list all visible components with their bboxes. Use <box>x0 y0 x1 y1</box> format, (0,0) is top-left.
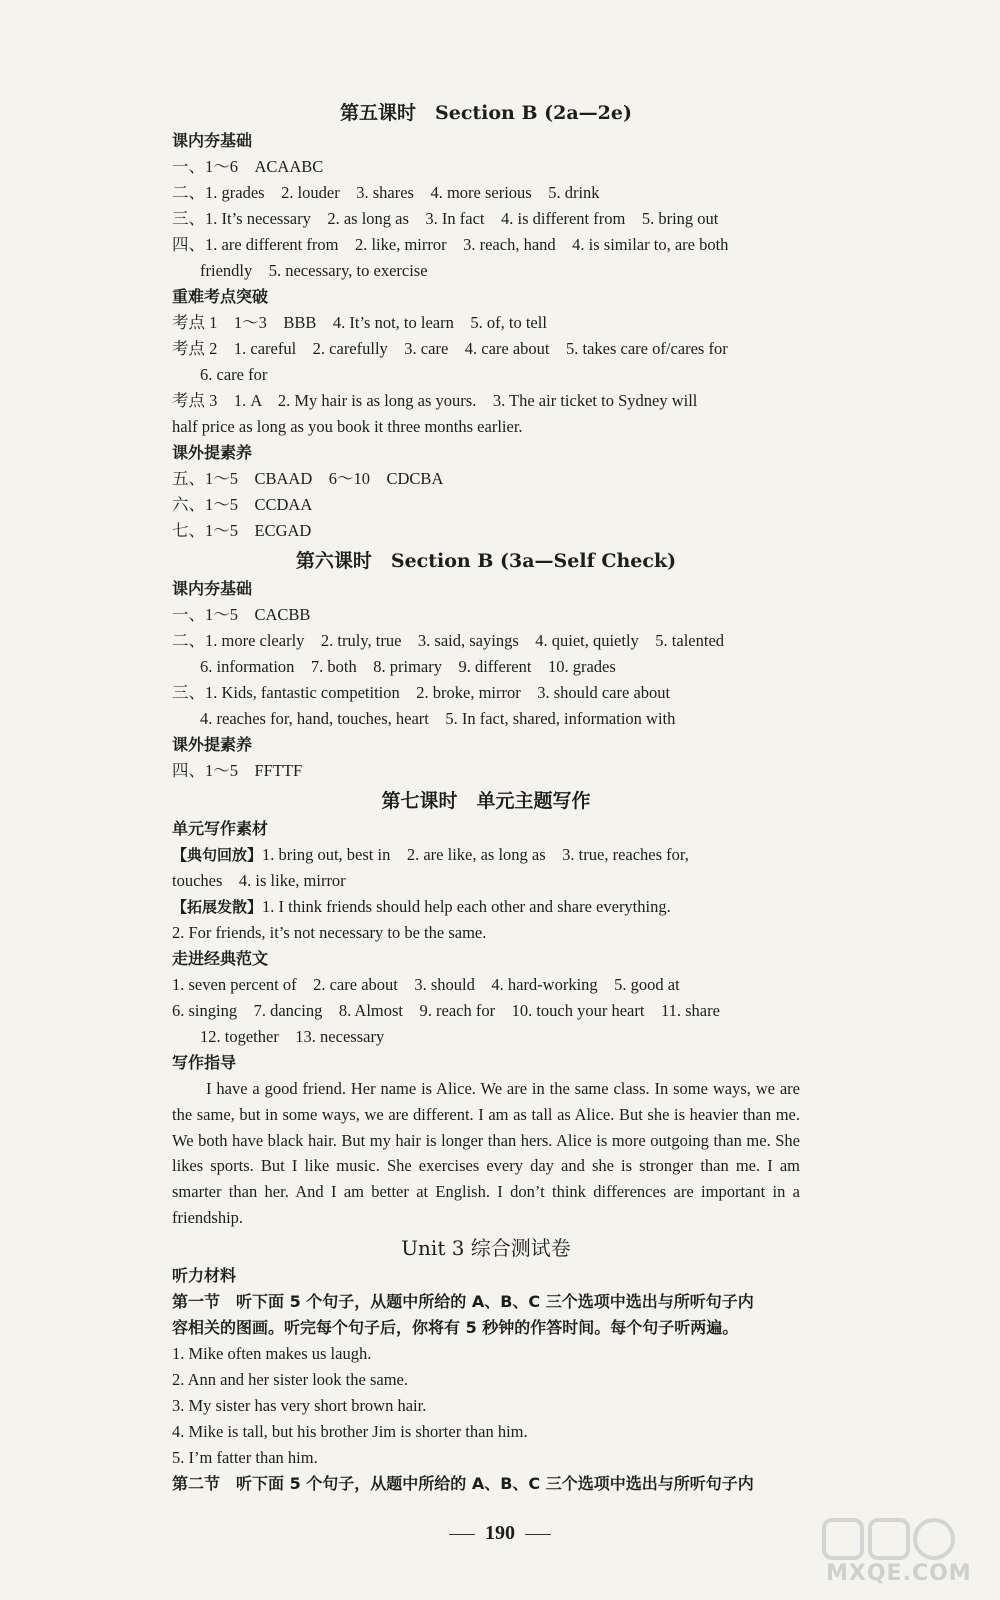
answer-line: 6. care for <box>200 365 268 384</box>
subheading: 听力材料 <box>172 1265 237 1285</box>
tag-label: 【典句回放】 <box>172 846 263 864</box>
answer-text: 1. I think friends should help each other and share everything. <box>262 897 671 916</box>
watermark-text: MXQE.COM <box>826 1561 972 1586</box>
section-title-lesson6: 第六课时 Section B (3a—Self Check) <box>295 550 677 572</box>
subheading: 重难考点突破 <box>172 287 269 306</box>
answer-line: 12. together 13. necessary <box>200 1027 385 1046</box>
answer-line: 二、1. more clearly 2. truly, true 3. said, sayings 4. quiet, quietly 5. talented <box>172 631 725 650</box>
answer-line: 七、1～5 ECGAD <box>172 521 312 540</box>
answer-line: 4. reaches for, hand, touches, heart 5. In fact, shared, information with <box>200 709 676 728</box>
answer-line: 一、1～6 ACAABC <box>172 157 324 176</box>
answer-line: 2. For friends, it’s not necessary to be the same. <box>172 923 487 942</box>
answer-line: 六、1～5 CCDAA <box>172 495 313 514</box>
divider <box>449 1534 475 1535</box>
model-essay: I have a good friend. Her name is Alice. We are in the same class. In some ways, we are the same, but in some ways, we are different. I am as tall as Alice. But she is heavier than me. We both have black hair. But my hair is longer than hers. Alice is more outgoing than me. She likes sports. But I like music. She exercises every day and she is stronger than me. I am smarter than her. And I am better at English. I don’t think differences are important in a friendship. <box>172 1079 800 1227</box>
subheading: 课外提素养 <box>172 735 253 754</box>
listening-sentence: 2. Ann and her sister look the same. <box>172 1369 408 1389</box>
answer-line: 一、1～5 CACBB <box>172 605 311 624</box>
answer-line: 三、1. It’s necessary 2. as long as 3. In fact 4. is different from 5. bring out <box>172 209 719 228</box>
answer-line: 6. information 7. both 8. primary 9. different 10. grades <box>200 657 616 676</box>
section-title-lesson7: 第七课时 单元主题写作 <box>381 790 591 812</box>
answer-line: 考点 3 1. A 2. My hair is as long as yours. 3. The air ticket to Sydney will <box>172 391 698 410</box>
listening-sentence: 5. I’m fatter than him. <box>172 1447 318 1467</box>
test-title: Unit 3 综合测试卷 <box>401 1235 571 1260</box>
instruction-line: 第二节 听下面 5 个句子，从题中所给的 A、B、C 三个选项中选出与所听句子内 <box>172 1473 754 1493</box>
answer-line: 三、1. Kids, fantastic competition 2. broke, mirror 3. should care about <box>172 683 671 702</box>
page-number-text: 190 <box>485 1522 515 1544</box>
watermark-logo <box>806 1516 976 1586</box>
tag-label: 【拓展发散】 <box>172 898 263 916</box>
subheading: 课内夯基础 <box>172 579 253 598</box>
answer-line: 1. seven percent of 2. care about 3. should 4. hard-working 5. good at <box>172 975 680 994</box>
answer-text: 1. bring out, best in 2. are like, as long as 3. true, reaches for, <box>262 845 689 864</box>
answer-line: 四、1～5 FFTTF <box>172 761 303 780</box>
answer-line: 五、1～5 CBAAD 6～10 CDCBA <box>172 469 444 488</box>
listening-sentence: 4. Mike is tall, but his brother Jim is shorter than him. <box>172 1421 528 1441</box>
answer-line: 考点 2 1. careful 2. carefully 3. care 4. care about 5. takes care of/cares for <box>172 339 728 358</box>
answer-page <box>172 96 800 1497</box>
watermark-glyph-icon <box>806 1516 976 1562</box>
subheading: 课内夯基础 <box>172 131 253 150</box>
answer-line: 四、1. are different from 2. like, mirror 3. reach, hand 4. is similar to, are both <box>172 235 729 254</box>
instruction-line: 容相关的图画。听完每个句子后，你将有 5 秒钟的作答时间。每个句子听两遍。 <box>172 1317 739 1337</box>
answer-line: 二、1. grades 2. louder 3. shares 4. more serious 5. drink <box>172 183 600 202</box>
answer-line <box>172 842 800 868</box>
section-title-lesson5: 第五课时 Section B (2a—2e) <box>340 102 632 124</box>
answer-line: 6. singing 7. dancing 8. Almost 9. reach for 10. touch your heart 11. share <box>172 1001 720 1020</box>
divider <box>525 1534 551 1535</box>
subheading: 写作指导 <box>172 1053 237 1072</box>
answer-line <box>172 894 800 920</box>
subheading: 单元写作素材 <box>172 819 269 838</box>
listening-sentence: 1. Mike often makes us laugh. <box>172 1343 372 1363</box>
instruction-line: 第一节 听下面 5 个句子，从题中所给的 A、B、C 三个选项中选出与所听句子内 <box>172 1291 754 1311</box>
answer-line: touches 4. is like, mirror <box>172 871 346 890</box>
answer-line: friendly 5. necessary, to exercise <box>200 261 428 280</box>
answer-line: 考点 1 1～3 BBB 4. It’s not, to learn 5. of, to tell <box>172 313 547 332</box>
listening-sentence: 3. My sister has very short brown hair. <box>172 1395 427 1415</box>
subheading: 走进经典范文 <box>172 949 269 968</box>
subheading: 课外提素养 <box>172 443 253 462</box>
answer-line: half price as long as you book it three months earlier. <box>172 417 523 436</box>
